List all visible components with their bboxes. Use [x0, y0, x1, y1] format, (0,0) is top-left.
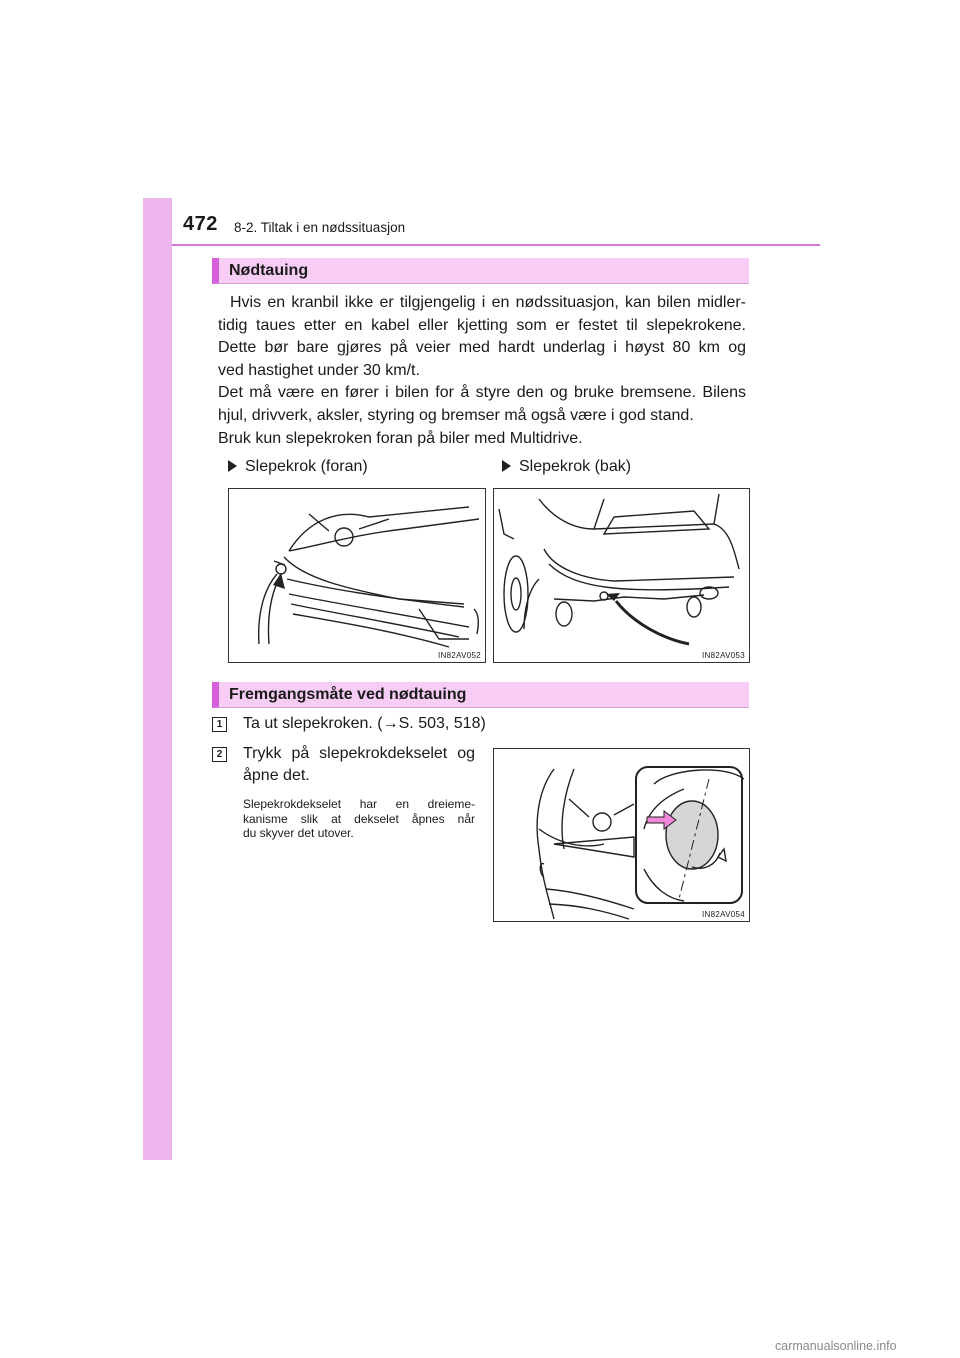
- section-heading-text: Nødtauing: [229, 262, 309, 279]
- multidrive-note: Bruk kun slepekroken foran på biler med Multidrive.: [218, 430, 583, 447]
- step-text-1: Ta ut slepekroken. (→S. 503, 518): [243, 715, 486, 732]
- sub-item-front-hook: [228, 458, 368, 476]
- sub-item-rear-hook: [502, 458, 631, 476]
- step-text-line: åpne det.: [243, 767, 310, 784]
- intro-line: Det må være en fører i bilen for å styre den og bruke bremsene. Bilens: [218, 384, 746, 401]
- triangle-bullet-icon: [502, 460, 511, 472]
- figure-code: IN82AV053: [701, 651, 745, 660]
- sub-item-label: Slepekrok (foran): [245, 458, 368, 475]
- hook-cover-illustration: [494, 749, 750, 922]
- step-number-2: 2: [212, 747, 227, 762]
- section-heading-fremgangsmate: [212, 682, 749, 708]
- page-number: 472: [183, 213, 218, 235]
- intro-line: ved hastighet under 30 km/t.: [218, 361, 420, 379]
- step-2-note: [243, 797, 475, 841]
- intro-line: tidig taues etter en kabel eller kjetting som er festet til slepekrokene.: [218, 316, 746, 334]
- car-front-illustration: [229, 489, 486, 663]
- section-reference: 8-2. Tiltak i en nødssituasjon: [234, 220, 406, 235]
- figure-front-tow-hook: [228, 488, 486, 663]
- watermark: carmanualsonline.info: [775, 1339, 897, 1353]
- intro-paragraph: [218, 292, 746, 427]
- step-text-2: [243, 743, 475, 787]
- header-divider: [172, 244, 820, 246]
- figure-code: IN82AV054: [701, 910, 745, 919]
- intro-line: hjul, drivverk, aksler, styring og bremser må også være i god stand.: [218, 406, 694, 424]
- figure-code: IN82AV052: [437, 651, 481, 660]
- car-rear-illustration: [494, 489, 750, 663]
- note-line: Slepekrokdekselet har en dreieme-: [243, 797, 475, 811]
- step-text-line: Trykk på slepekrokdekselet og: [243, 745, 475, 762]
- step-number-1: 1: [212, 717, 227, 732]
- triangle-bullet-icon: [228, 460, 237, 472]
- section-heading-text: Fremgangsmåte ved nødtauing: [229, 686, 467, 703]
- side-color-strip: [143, 198, 172, 1160]
- intro-line: Dette bør bare gjøres på veier med hardt underlag i høyst 80 km og: [218, 339, 746, 356]
- note-line: kanisme slik at dekselet åpnes når: [243, 811, 475, 826]
- intro-line: Hvis en kranbil ikke er tilgjengelig i en nødssituasjon, kan bilen midler-: [230, 294, 746, 311]
- figure-rear-tow-hook: [493, 488, 750, 663]
- note-line: du skyver det utover.: [243, 826, 354, 840]
- section-heading-nodtauing: [212, 258, 749, 284]
- figure-hook-cover: [493, 748, 750, 922]
- sub-item-label: Slepekrok (bak): [519, 458, 632, 475]
